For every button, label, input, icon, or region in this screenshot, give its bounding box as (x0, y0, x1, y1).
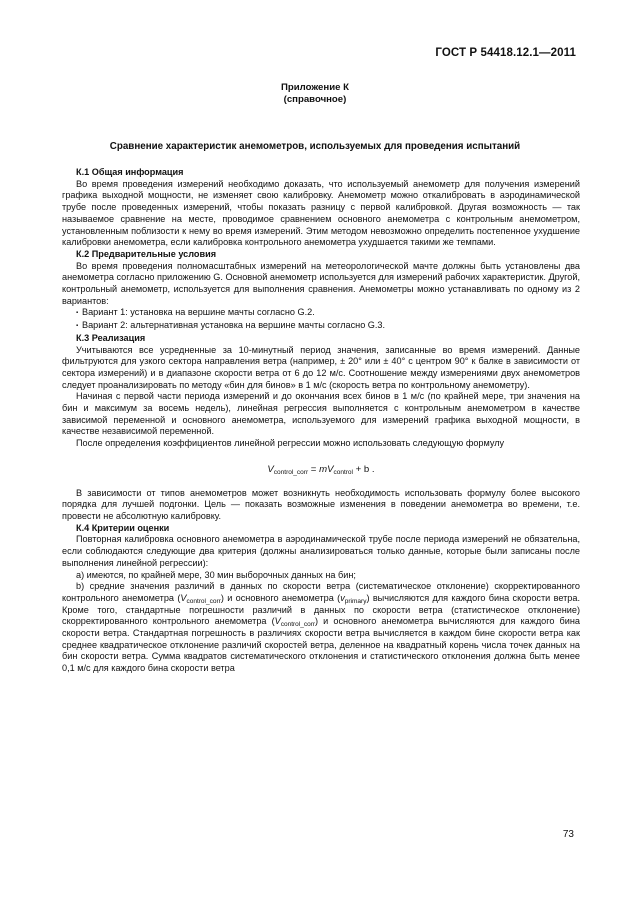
text-run: ) и основного анемометра ( (220, 592, 341, 603)
formula-coefficient: m (319, 463, 328, 475)
appendix-title: Сравнение характеристик анемометров, используемых для проведения испытаний (109, 141, 521, 152)
formula-variable: V (180, 592, 187, 603)
section-heading-k1: К.1 Общая информация (76, 167, 184, 177)
section-heading-k2: К.2 Предварительные условия (76, 248, 217, 259)
page-number: 73 (562, 829, 574, 840)
list-item-text: Вариант 2: альтернативная установка на вершине мачты согласно G.3. (82, 320, 386, 331)
formula-subscript: control_corr (280, 621, 316, 629)
appendix-type: (справочное) (283, 94, 347, 105)
paragraph: Во время проведения полномасштабных измерений на метеорологической мачте должны быть установлены два анемометра согласно приложению G. Основной анемометр используется для измерений рабочих характеристик. Другой, контрольный анемометр, используется для выполнения сравнения. Анемометры можно устанавливать по одному из 2 вариантов: (62, 260, 580, 306)
body-text (62, 167, 580, 675)
criterion-a: а) имеются, по крайней мере, 30 мин выборочных данных на бин; (76, 569, 356, 580)
paragraph: В зависимости от типов анемометров может возникнуть необходимость использовать формулу более высокого порядка для лучшей подгонки. Цель — показать возможные изменения в поведении анемометра во времени, т.е. провести не абсолютную калибровку. (62, 487, 580, 521)
paragraph: Начиная с первой части периода измерений и до окончания всех бинов в 1 м/с (по крайней мере, три значения на бин и максимум за восемь недель), линейная регрессия выполняется с контрольным анемометром в качестве зависимой переменной и основного анемометра, используемого для измерений графика выходной мощности, в качестве независимой переменной. (62, 391, 580, 437)
standard-number: ГОСТ Р 54418.12.1—2011 (435, 47, 576, 59)
formula-variable: V (327, 463, 334, 475)
appendix-heading (0, 82, 630, 106)
bullet-icon: ▪ (76, 323, 79, 330)
formula-equals: = (308, 463, 320, 475)
formula-subscript: control_corr (273, 468, 309, 476)
criterion-b (62, 581, 580, 675)
formula-variable: V (274, 616, 281, 627)
text-run: ) вычисляются для каждого бина скорости ветра. Кроме того, стандартные погрешности различий в данных по скорости ветра (статистическое отклонение) скорректированного контрольного анемометра ( (62, 592, 580, 627)
paragraph: После определения коэффициентов линейной регрессии можно использовать следующую формулу (76, 438, 505, 449)
appendix-label: Приложение К (281, 82, 349, 93)
paragraph: Во время проведения измерений необходимо доказать, что используемый анемометр для получения измерений графика выходной мощности, не изменяет свою калибровку. Анемометр можно откалибровать в аэродинамической трубе после проведенных измерений, чтобы показать разницу с первой калибровкой. Другая возможность — так называемое сравнение на месте, проводимое сравнением основного анемометра с контрольным анемометром, установленным поблизости к нему во время измерений. Этим методом невозможно определить постепенное ухудшение калибровки анемометра, если калибровка контрольного анемометра ухудшается такими же темпами. (62, 178, 580, 248)
paragraph: Повторная калибровка основного анемометра в аэродинамической трубе после периода измерений не обязательна, если соблюдаются следующие два критерия (должны анализироваться только данные, которые были записаны после выполнения линейной регрессии): (62, 534, 580, 568)
bullet-icon: ▪ (76, 310, 79, 317)
text-run: b) средние значения различий в данных по скорости ветра (систематическое отклонение) скорректированного контрольного анемометра ( (62, 581, 580, 603)
list-item (62, 307, 580, 320)
section-heading-k3: К.3 Реализация (76, 332, 146, 343)
regression-formula (62, 464, 580, 476)
formula-subscript: control_corr (186, 597, 221, 605)
formula-subscript: control (333, 468, 353, 476)
formula-variable: v (340, 592, 345, 603)
list-item (62, 320, 580, 333)
formula-subscript: primary (344, 597, 367, 605)
formula-variable: V (267, 463, 274, 475)
section-heading-k4: К.4 Критерии оценки (76, 522, 170, 533)
text-run: ) и основного анемометра вычисляются для каждого бина скорости ветра. Стандартная погрешность в различиях скорости ветра вычисляется в каждом бине скорости ветра как среднее квадратическое отклонение различий скоростей ветра, деленное на квадратный корень числа точек данных на бин скорости ветра. Сумма квадратов систематического отклонения и статистического отклонения должна быть менее 0,1 м/с для каждого бина скорости ветра (62, 616, 580, 674)
list-item-text: Вариант 1: установка на вершине мачты согласно G.2. (82, 307, 315, 318)
paragraph: Учитываются все усредненные за 10-минутный период значения, записанные во время измерений. Данные фильтруются для узкого сектора направления ветра (например, ± 20° или ± 40° с центром 90° к балке в зависимости от сектора измерений) и в диапазоне скорости ветра от 6 до 12 м/с. Соотношение между измерениями двух анемометров следует проанализировать по методу «бин для бинов» в 1 м/с (скорость ветра по контрольному анемометру). (62, 344, 580, 390)
formula-tail: + b . (352, 463, 375, 475)
